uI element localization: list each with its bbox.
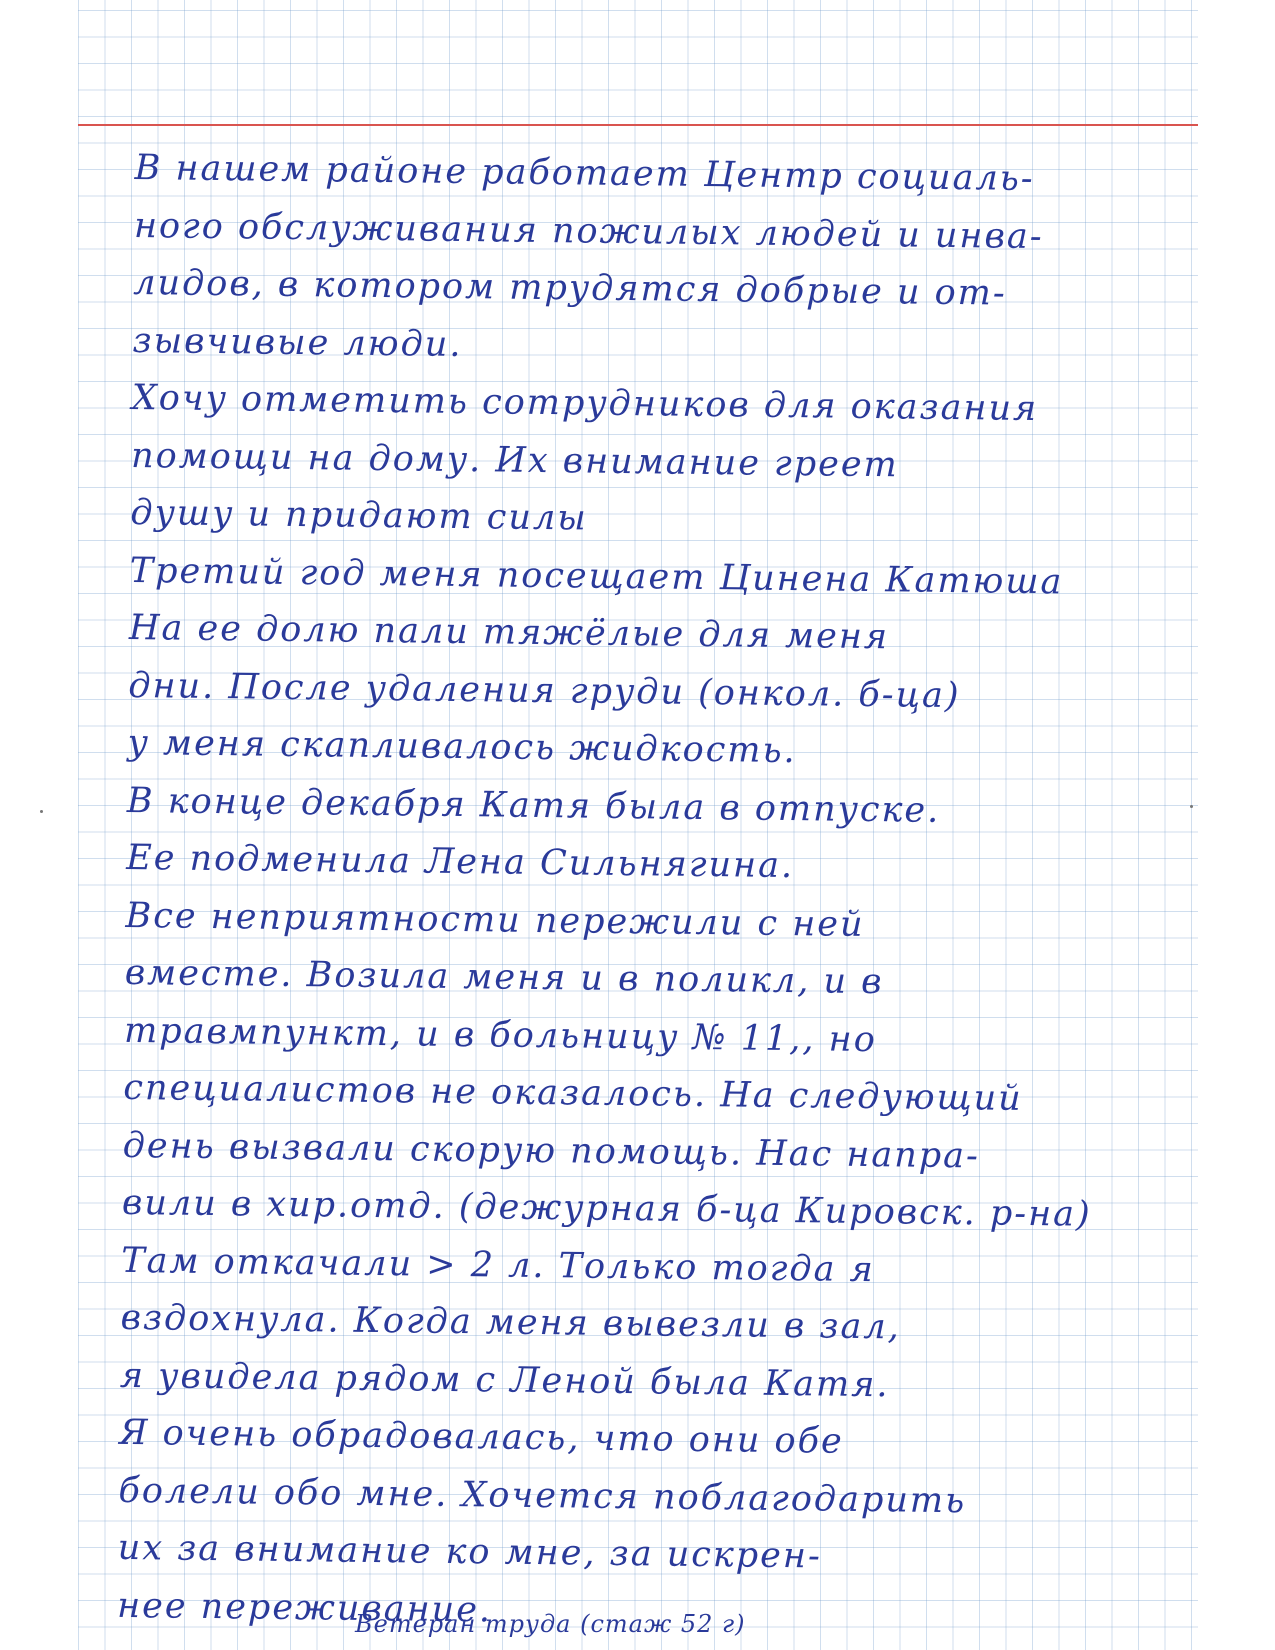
letter-line: день вызвали скорую помощь. Нас напра-	[122, 1125, 981, 1176]
letter-line: их за внимание ко мне, за искрен-	[117, 1527, 823, 1577]
letter-line: На ее долю пали тяжёлые для меня	[128, 607, 890, 658]
letter-line: травмпункт, и в больницу № 11,, но	[123, 1010, 878, 1060]
letter-line: В конце декабря Катя была в отпуске.	[126, 780, 941, 831]
letter-line: вили в хир.отд. (дежурная б-ца Кировск. р-на)	[121, 1182, 1092, 1235]
handwritten-letter	[117, 140, 1185, 1648]
signature-note: Ветеран труда (стаж 52 г)	[355, 1610, 746, 1638]
letter-line: Третий год меня посещает Цинена Катюша	[129, 550, 1064, 602]
letter-line: лидов, в котором трудятся добрые и от-	[133, 262, 1007, 314]
letter-line: зывчивые люди.	[132, 320, 463, 365]
letter-line: В нашем районе работает Центр социаль-	[134, 147, 1035, 199]
letter-line: специалистов не оказалось. На следующий	[123, 1067, 1023, 1119]
letter-line: нее переживание.	[116, 1585, 493, 1630]
letter-line: вздохнула. Когда меня вывезли в зал,	[120, 1297, 901, 1348]
scan-speck	[1190, 805, 1193, 808]
margin-line	[78, 124, 1198, 126]
letter-line: Хочу отметить сотрудников для оказания	[131, 377, 1039, 430]
letter-line: у меня скапливалось жидкость.	[127, 722, 797, 772]
letter-line: Там откачали > 2 л. Только тогда я	[121, 1240, 876, 1290]
letter-line: Все неприятности пережили с ней	[125, 895, 865, 945]
letter-line: дни. После удаления груди (онкол. б-ца)	[128, 665, 961, 716]
scan-speck	[40, 810, 43, 813]
letter-line: ного обслуживания пожилых людей и инва-	[133, 205, 1044, 257]
letter-line: Я очень обрадовалась, что они обе	[118, 1412, 844, 1462]
letter-line: душу и придают силы	[130, 492, 588, 539]
letter-line: болели обо мне. Хочется поблагодарить	[118, 1470, 967, 1521]
letter-line: Ее подменила Лена Сильнягина.	[125, 837, 795, 887]
letter-line: вместе. Возила меня и в поликл, и в	[124, 952, 884, 1003]
letter-line: помощи на дому. Их внимание греет	[130, 435, 900, 485]
letter-line: я увидела рядом с Леной была Катя.	[119, 1355, 890, 1405]
